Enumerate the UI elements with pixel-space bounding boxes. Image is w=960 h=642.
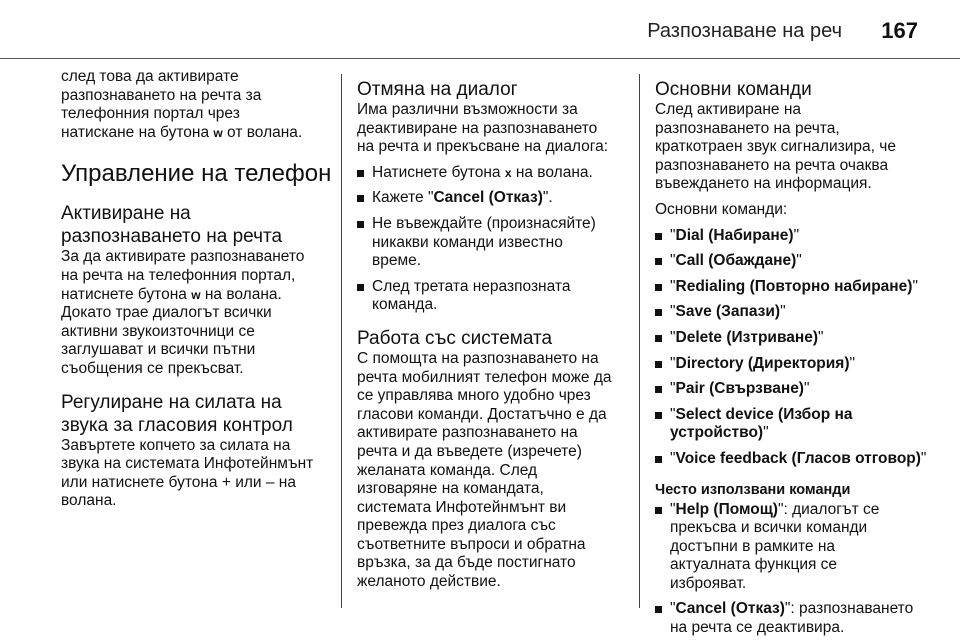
section-title: Управление на телефон: [61, 160, 332, 188]
list-item: "Dial (Набиране)": [655, 227, 935, 246]
list-item: "Save (Запази)": [655, 303, 935, 322]
basic-commands-text: След активиране на разпознаването на речта, краткотраен звук сигнализира, че разпознаването на речта очаква въвеждането на информация.: [655, 101, 896, 193]
column-divider-1: [341, 74, 342, 608]
list-item: Не въвеждайте (произнасяйте) никакви команди известно време.: [357, 215, 629, 271]
basic-commands-list: [655, 227, 935, 469]
list-item: "Call (Обаждане)": [655, 252, 935, 271]
cancel-dialog-heading: Отмяна на диалог: [357, 79, 518, 100]
intro-text: след това да активирате разпознаването на речта за телефонния портал чрез натискане на бутона w от волана.: [61, 68, 303, 141]
list-item: "Redialing (Повторно набиране)": [655, 278, 935, 297]
list-item: "Cancel (Отказ)": разпознаването на речта се деактивира.: [655, 600, 935, 637]
activate-text: За да активирате разпознаването на речта на телефонния портал, натиснете бутона w на волана. Докато трае диалогът всички активни звукоизточници се заглушават и всички пътни съобщения се прекъсват.: [61, 248, 305, 377]
column-left: [61, 68, 333, 511]
list-item: "Voice feedback (Гласов отговор)": [655, 450, 935, 469]
header-divider: [0, 58, 960, 59]
list-item: "Select device (Избор на устройство)": [655, 406, 935, 443]
list-item: "Delete (Изтриване)": [655, 329, 935, 348]
page-number: 167: [881, 18, 918, 43]
running-title: Разпознаване на реч: [647, 20, 842, 42]
cancel-dialog-text: Има различни възможности за деактивиране на разпознаването на речта и прекъсване на диалога:: [357, 101, 609, 156]
volume-text: Завъртете копчето за силата на звука на системата Инфотейнмънт или натиснете бутона + или – на волана.: [61, 436, 314, 510]
activate-heading: Активиране на разпознаването на речта: [61, 203, 283, 248]
system-text: С помощта на разпознаването на речта мобилният телефон може да се управлява много удобно чрез гласови команди. Достатъчно е да активирате разпознаването на речта и да въведете (изречете) желаната команда. След изговаряне на командата, системата Инфотейнмънт ви превежда през диалога със съответните въпроси и обратна връзка, за да бъде постигнато желаното действие.: [357, 349, 612, 591]
column-middle: [357, 68, 629, 592]
system-heading: Работа със системата: [357, 327, 553, 349]
voice-button-icon: w: [213, 125, 223, 140]
list-item: Натиснете бутона x на волана.: [357, 164, 629, 183]
frequent-commands-list: [655, 501, 935, 638]
column-right: [655, 68, 935, 638]
volume-heading: Регулиране на силата на звука за гласовия контрол: [61, 391, 293, 436]
voice-button-icon: w: [191, 287, 201, 302]
page-header: [0, 0, 960, 58]
list-item: "Pair (Свързване)": [655, 380, 935, 399]
frequent-commands-heading: Често използвани команди: [655, 481, 851, 498]
list-item: Кажете "Cancel (Отказ)".: [357, 189, 629, 208]
list-item: "Directory (Директория)": [655, 355, 935, 374]
basic-commands-heading: Основни команди: [655, 79, 812, 100]
list-item: След третата неразпозната команда.: [357, 278, 629, 315]
basic-commands-label: Основни команди:: [655, 200, 788, 218]
column-divider-2: [639, 74, 640, 608]
mute-button-icon: x: [504, 165, 512, 180]
list-item: "Help (Помощ)": диалогът се прекъсва и всички команди достъпни в рамките на актуалната функция се изброяват.: [655, 501, 935, 594]
cancel-options-list: [357, 164, 629, 315]
